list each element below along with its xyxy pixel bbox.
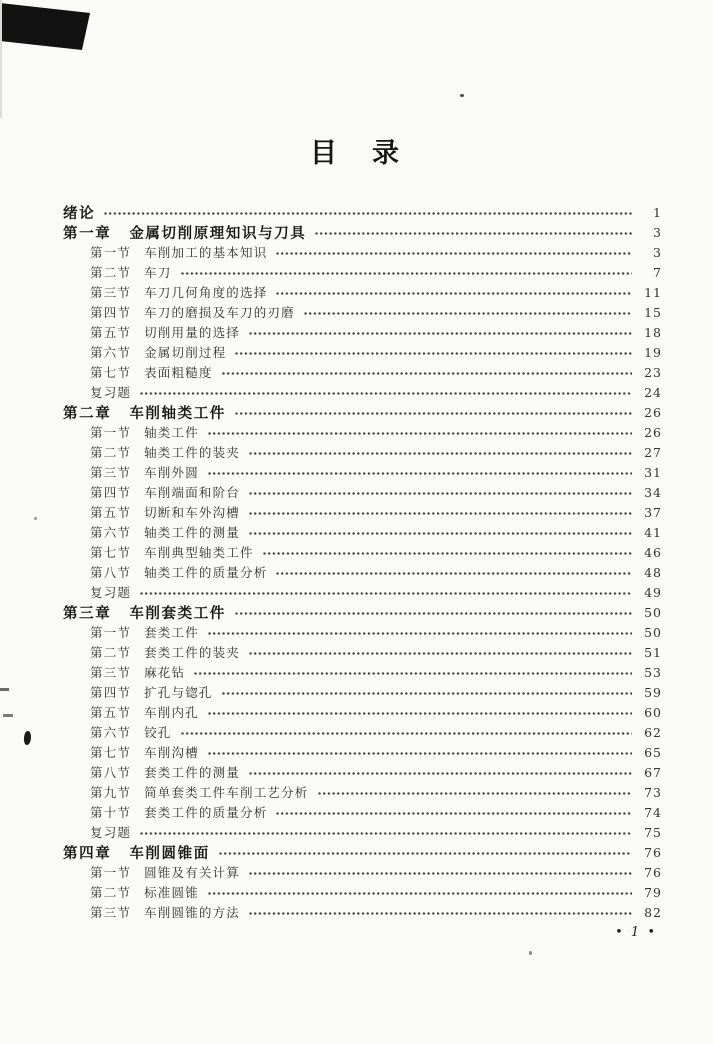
toc-entry-title: 套类工件的装夹 [144, 646, 241, 660]
toc-entry-title: 车削套类工件 [129, 605, 226, 622]
toc-entry-title: 金属切削原理知识与刀具 [129, 225, 307, 242]
toc-entry-page: 15 [644, 304, 662, 320]
toc-entry-title: 车削轴类工件 [129, 405, 226, 422]
toc-entry [63, 762, 662, 782]
toc-entry [63, 642, 662, 662]
dot-leader-icon [140, 392, 632, 395]
toc-entry-prefix: 第一节 [90, 426, 132, 440]
dot-leader-icon [140, 832, 632, 835]
toc-entry-title: 车削圆锥面 [129, 845, 210, 862]
toc-entry [63, 462, 662, 482]
toc-entry [63, 482, 662, 502]
toc-entry-prefix: 第七节 [90, 746, 132, 760]
toc-entry-page: 41 [644, 524, 662, 540]
toc-entry [63, 722, 662, 742]
toc-entry-page: 76 [644, 864, 662, 880]
toc-entry [63, 262, 662, 282]
toc-entry-title: 车刀 [144, 266, 172, 280]
dot-leader-icon [235, 412, 632, 415]
toc-entry-page: 49 [644, 584, 662, 600]
toc-entry-title: 铰孔 [144, 726, 172, 740]
toc-entry [63, 342, 662, 362]
toc-entry-title: 车削端面和阶台 [144, 486, 241, 500]
toc-entry [63, 222, 662, 242]
toc-entry [63, 822, 662, 842]
scan-artifact-speck [34, 517, 37, 520]
toc-entry [63, 382, 662, 402]
toc-entry [63, 282, 662, 302]
toc-entry-prefix: 第四节 [90, 306, 132, 320]
toc-entry-title: 车削内孔 [144, 706, 199, 720]
toc-entry-prefix: 第八节 [90, 566, 132, 580]
toc-entry-title: 轴类工件的装夹 [144, 446, 241, 460]
toc-entry-title: 轴类工件 [144, 426, 199, 440]
dot-leader-icon [208, 432, 632, 435]
toc-entry-page: 65 [644, 744, 662, 760]
toc-entry-page: 24 [644, 384, 662, 400]
toc-entry-prefix: 第三节 [90, 466, 132, 480]
dot-leader-icon [208, 712, 632, 715]
dot-leader-icon [194, 672, 632, 675]
toc-entry-prefix: 第三节 [90, 666, 132, 680]
toc-entry-prefix: 第二节 [90, 446, 132, 460]
toc-entry-title: 标准圆锥 [144, 886, 199, 900]
toc-entry-page: 23 [644, 364, 662, 380]
toc-entry-prefix: 第二节 [90, 646, 132, 660]
dot-leader-icon [249, 652, 632, 655]
toc-entry-title: 车削加工的基本知识 [144, 246, 268, 260]
toc-entry [63, 662, 662, 682]
toc-entry-page: 19 [644, 344, 662, 360]
toc-entry [63, 622, 662, 642]
dot-leader-icon [181, 272, 632, 275]
toc-entry [63, 562, 662, 582]
toc-list [63, 202, 662, 922]
toc-entry-title: 车削沟槽 [144, 746, 199, 760]
dot-leader-icon [249, 512, 632, 515]
toc-entry [63, 902, 662, 922]
dot-leader-icon [208, 752, 632, 755]
scan-artifact-edge [0, 0, 2, 118]
toc-entry-page: 73 [644, 784, 662, 800]
dot-leader-icon [208, 472, 632, 475]
toc-entry [63, 522, 662, 542]
dot-leader-icon [318, 792, 632, 795]
toc-entry [63, 802, 662, 822]
dot-leader-icon [181, 732, 632, 735]
toc-entry-page: 3 [653, 224, 662, 240]
toc-entry-prefix: 第二章 [63, 405, 112, 422]
toc-entry-title: 轴类工件的质量分析 [144, 566, 268, 580]
toc-entry-prefix: 第五节 [90, 506, 132, 520]
toc-entry-page: 62 [644, 724, 662, 740]
dot-leader-icon [276, 292, 632, 295]
dot-leader-icon [249, 872, 632, 875]
dot-leader-icon [249, 532, 632, 535]
toc-entry [63, 582, 662, 602]
toc-entry-title: 轴类工件的测量 [144, 526, 241, 540]
toc-entry-prefix: 第二节 [90, 266, 132, 280]
dot-leader-icon [315, 232, 632, 235]
toc-entry-page: 7 [653, 264, 662, 280]
toc-entry-prefix: 第六节 [90, 346, 132, 360]
toc-entry-page: 67 [644, 764, 662, 780]
dot-leader-icon [249, 332, 632, 335]
toc-entry-page: 60 [644, 704, 662, 720]
toc-entry-page: 27 [644, 444, 662, 460]
toc-entry-title: 车刀的磨损及车刀的刃磨 [144, 306, 295, 320]
toc-entry-title: 切断和车外沟槽 [144, 506, 241, 520]
toc-entry-prefix: 第一节 [90, 866, 132, 880]
toc-entry-prefix: 第五节 [90, 706, 132, 720]
dot-leader-icon [208, 892, 632, 895]
toc-entry-title: 套类工件的测量 [144, 766, 241, 780]
toc-entry-prefix: 第八节 [90, 766, 132, 780]
toc-entry-page: 79 [644, 884, 662, 900]
toc-entry-title: 圆锥及有关计算 [144, 866, 241, 880]
toc-entry-title: 金属切削过程 [144, 346, 227, 360]
dot-leader-icon [222, 692, 632, 695]
toc-entry-prefix: 第一章 [63, 225, 112, 242]
toc-entry-page: 26 [644, 404, 662, 420]
dot-leader-icon [235, 612, 632, 615]
page-number-footer: • 1 • [615, 925, 657, 940]
dot-leader-icon [249, 912, 632, 915]
dot-leader-icon [219, 852, 632, 855]
toc-entry-page: 31 [644, 464, 662, 480]
toc-entry [63, 782, 662, 802]
toc-entry-page: 1 [653, 204, 662, 220]
scan-artifact-corner [0, 0, 94, 54]
toc-entry-page: 11 [644, 284, 662, 300]
dot-leader-icon [276, 572, 632, 575]
toc-entry [63, 702, 662, 722]
toc-entry-title: 绪论 [63, 205, 96, 222]
toc-entry-title: 复习题 [90, 386, 132, 400]
scan-artifact-smudge [0, 688, 9, 691]
dot-leader-icon [208, 632, 632, 635]
toc-entry-title: 车削圆锥的方法 [144, 906, 241, 920]
toc-entry-page: 37 [644, 504, 662, 520]
toc-entry-prefix: 第四章 [63, 845, 112, 862]
dot-leader-icon [249, 492, 632, 495]
toc-entry-prefix: 第三节 [90, 906, 132, 920]
toc-entry [63, 442, 662, 462]
toc-entry-title: 车削外圆 [144, 466, 199, 480]
toc-entry-title: 复习题 [90, 826, 132, 840]
toc-entry-page: 46 [644, 544, 662, 560]
toc-entry [63, 602, 662, 622]
toc-entry-prefix: 第十节 [90, 806, 132, 820]
toc-entry-title: 表面粗糙度 [144, 366, 213, 380]
toc-entry [63, 502, 662, 522]
dot-leader-icon [222, 372, 632, 375]
toc-entry [63, 202, 662, 222]
toc-entry-prefix: 第三章 [63, 605, 112, 622]
toc-entry-page: 50 [644, 624, 662, 640]
toc-entry-prefix: 第六节 [90, 526, 132, 540]
toc-entry-prefix: 第六节 [90, 726, 132, 740]
scan-artifact-smudge [23, 731, 31, 746]
toc-entry-prefix: 第四节 [90, 686, 132, 700]
toc-entry [63, 422, 662, 442]
dot-leader-icon [276, 812, 632, 815]
toc-entry-prefix: 第一节 [90, 626, 132, 640]
toc-entry-page: 18 [644, 324, 662, 340]
toc-entry-page: 75 [644, 824, 662, 840]
dot-leader-icon [263, 552, 632, 555]
dot-leader-icon [249, 452, 632, 455]
toc-entry-page: 51 [644, 644, 662, 660]
toc-entry-page: 59 [644, 684, 662, 700]
scan-artifact-speck [529, 951, 532, 955]
toc-entry-page: 3 [653, 244, 662, 260]
toc-entry-prefix: 第一节 [90, 246, 132, 260]
toc-entry [63, 402, 662, 422]
toc-entry [63, 862, 662, 882]
dot-leader-icon [140, 592, 632, 595]
scan-artifact-smudge [3, 714, 13, 717]
toc-entry-title: 车削典型轴类工件 [144, 546, 254, 560]
toc-entry-prefix: 第五节 [90, 326, 132, 340]
toc-entry-title: 复习题 [90, 586, 132, 600]
toc-entry [63, 322, 662, 342]
toc-entry [63, 302, 662, 322]
toc-entry-title: 套类工件 [144, 626, 199, 640]
scan-artifact-speck [460, 94, 464, 97]
dot-leader-icon [249, 772, 632, 775]
toc-entry-title: 车刀几何角度的选择 [144, 286, 268, 300]
toc-entry-prefix: 第七节 [90, 366, 132, 380]
toc-entry-page: 76 [644, 844, 662, 860]
toc-entry-title: 简单套类工件车削工艺分析 [144, 786, 309, 800]
dot-leader-icon [276, 252, 632, 255]
toc-entry-title: 切削用量的选择 [144, 326, 241, 340]
toc-entry [63, 882, 662, 902]
toc-entry-page: 74 [644, 804, 662, 820]
toc-entry [63, 842, 662, 862]
toc-entry-page: 50 [644, 604, 662, 620]
toc-entry [63, 742, 662, 762]
toc-entry [63, 362, 662, 382]
toc-entry [63, 682, 662, 702]
toc-entry-page: 82 [644, 904, 662, 920]
toc-entry-page: 26 [644, 424, 662, 440]
dot-leader-icon [235, 352, 632, 355]
toc-entry-page: 48 [644, 564, 662, 580]
dot-leader-icon [304, 312, 632, 315]
page-title: 目 录 [310, 138, 403, 168]
toc-entry-title: 麻花钻 [144, 666, 186, 680]
toc-entry-page: 53 [644, 664, 662, 680]
toc-entry-prefix: 第二节 [90, 886, 132, 900]
toc-entry [63, 542, 662, 562]
toc-entry-prefix: 第四节 [90, 486, 132, 500]
toc-entry-prefix: 第三节 [90, 286, 132, 300]
dot-leader-icon [104, 212, 632, 215]
toc-entry-title: 套类工件的质量分析 [144, 806, 268, 820]
toc-entry [63, 242, 662, 262]
toc-entry-title: 扩孔与锪孔 [144, 686, 213, 700]
toc-entry-page: 34 [644, 484, 662, 500]
toc-entry-prefix: 第九节 [90, 786, 132, 800]
toc-entry-prefix: 第七节 [90, 546, 132, 560]
